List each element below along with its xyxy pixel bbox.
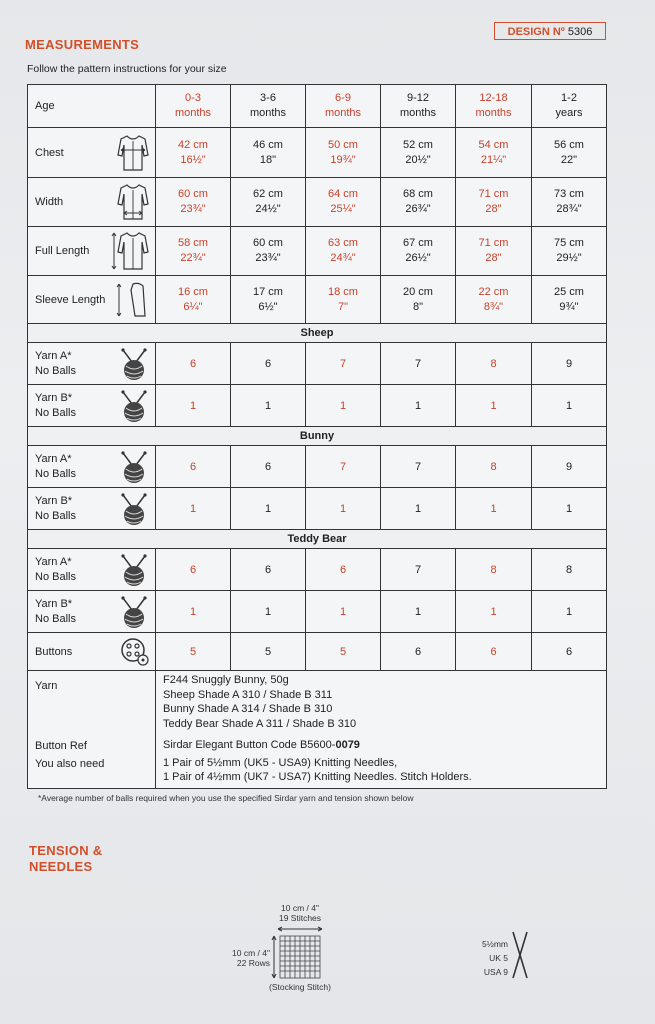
intro-text: Follow the pattern instructions for your size xyxy=(27,63,227,75)
button-count-cell: 5 xyxy=(306,633,381,671)
yarn-count-cell: 8 xyxy=(456,343,532,385)
yarn-count-cell: 1 xyxy=(231,488,306,530)
yarn-ball-icon xyxy=(117,449,151,485)
measurements-table xyxy=(27,84,607,789)
yarn-b-row xyxy=(28,488,607,530)
width-cell: 60 cm 23¾" xyxy=(156,178,231,227)
button-count-cell: 6 xyxy=(532,633,607,671)
chest-cell: 46 cm 18" xyxy=(231,128,306,178)
yarn-count-cell: 7 xyxy=(381,446,456,488)
size-header: 1-2 years xyxy=(532,85,607,128)
yarn-a-row xyxy=(28,549,607,591)
chest-cell: 54 cm 21¼" xyxy=(456,128,532,178)
yarn-a-row xyxy=(28,343,607,385)
yarn-count-cell: 9 xyxy=(532,343,607,385)
yarn-ball-icon xyxy=(117,388,151,424)
button-count-cell: 5 xyxy=(156,633,231,671)
stitch-type-caption: (Stocking Stitch) xyxy=(269,982,331,992)
yarn-ball-icon xyxy=(117,346,151,382)
yarn-a-label: Yarn A* No Balls xyxy=(28,549,156,591)
measurements-heading: MEASUREMENTS xyxy=(25,37,140,52)
yarn-count-cell: 1 xyxy=(156,591,231,633)
cardigan-width-icon xyxy=(115,182,151,222)
yarn-ball-icon xyxy=(117,594,151,630)
yarn-count-cell: 1 xyxy=(156,488,231,530)
yarn-line: Bunny Shade A 314 / Shade B 310 xyxy=(163,703,333,715)
yarn-a-label: Yarn A* No Balls xyxy=(28,343,156,385)
sleeve-length-cell: 16 cm 6¼" xyxy=(156,276,231,324)
yarn-count-cell: 1 xyxy=(306,385,381,427)
buttons-label: Buttons xyxy=(28,633,156,671)
yarn-count-cell: 7 xyxy=(381,343,456,385)
yarn-b-label: Yarn B* No Balls xyxy=(28,591,156,633)
materials-details xyxy=(156,671,607,789)
yarn-b-row xyxy=(28,591,607,633)
yarn-count-cell: 6 xyxy=(156,446,231,488)
yarn-count-cell: 1 xyxy=(456,385,532,427)
needle-size-caption: 5½mm UK 5 USA 9 xyxy=(482,939,508,977)
button-ref-value: Sirdar Elegant Button Code B5600-0079 xyxy=(163,739,360,751)
yarn-count-cell: 1 xyxy=(456,591,532,633)
knitting-needles-icon xyxy=(509,930,531,980)
width-cell: 71 cm 28" xyxy=(456,178,532,227)
sleeve-length-row xyxy=(28,276,607,324)
yarn-count-cell: 7 xyxy=(306,446,381,488)
width-cell: 64 cm 25¼" xyxy=(306,178,381,227)
yarn-a-row xyxy=(28,446,607,488)
size-header: 0-3 months xyxy=(156,85,231,128)
section-header-bunny: Bunny xyxy=(28,427,607,446)
full-length-cell: 67 cm 26½" xyxy=(381,227,456,276)
width-cell: 62 cm 24½" xyxy=(231,178,306,227)
sleeve-length-cell: 18 cm 7" xyxy=(306,276,381,324)
chest-row xyxy=(28,128,607,178)
chest-cell: 52 cm 20½" xyxy=(381,128,456,178)
footnote: *Average number of balls required when you use the specified Sirdar yarn and tension shown below xyxy=(38,793,414,803)
yarn-a-label: Yarn A* No Balls xyxy=(28,446,156,488)
yarn-line: F244 Snuggly Bunny, 50g xyxy=(163,674,289,686)
yarn-count-cell: 1 xyxy=(532,385,607,427)
width-cell: 73 cm 28¾" xyxy=(532,178,607,227)
yarn-b-row xyxy=(28,385,607,427)
yarn-line: Teddy Bear Shade A 311 / Shade B 310 xyxy=(163,717,357,730)
yarn-count-cell: 1 xyxy=(532,591,607,633)
full-length-cell: 60 cm 23¾" xyxy=(231,227,306,276)
button-icon xyxy=(119,636,151,668)
yarn-count-cell: 1 xyxy=(456,488,532,530)
design-label: DESIGN Nº xyxy=(507,26,565,38)
button-count-cell: 6 xyxy=(456,633,532,671)
yarn-ball-icon xyxy=(117,552,151,588)
yarn-count-cell: 1 xyxy=(381,488,456,530)
width-label: Width xyxy=(28,178,156,227)
size-header: 9-12 months xyxy=(381,85,456,128)
sleeve-length-cell: 20 cm 8" xyxy=(381,276,456,324)
yarn-count-cell: 1 xyxy=(231,385,306,427)
sleeve-length-cell: 22 cm 8¾" xyxy=(456,276,532,324)
chest-cell: 50 cm 19¾" xyxy=(306,128,381,178)
section-header-teddy-bear: Teddy Bear xyxy=(28,530,607,549)
yarn-b-label: Yarn B* No Balls xyxy=(28,385,156,427)
buttons-row xyxy=(28,633,607,671)
width-cell: 68 cm 26¾" xyxy=(381,178,456,227)
full-length-cell: 63 cm 24¾" xyxy=(306,227,381,276)
materials-labels xyxy=(28,671,156,789)
section-header-sheep: Sheep xyxy=(28,324,607,343)
size-header: 6-9 months xyxy=(306,85,381,128)
full-length-cell: 71 cm 28" xyxy=(456,227,532,276)
full-length-row xyxy=(28,227,607,276)
design-number-box xyxy=(494,22,606,40)
materials-block xyxy=(28,671,607,789)
yarn-label: Yarn xyxy=(35,680,58,692)
also-need-label: You also need xyxy=(35,758,105,770)
yarn-count-cell: 6 xyxy=(231,343,306,385)
yarn-count-cell: 6 xyxy=(156,549,231,591)
button-ref-label: Button Ref xyxy=(35,740,87,752)
width-row xyxy=(28,178,607,227)
yarn-count-cell: 6 xyxy=(231,446,306,488)
yarn-ball-icon xyxy=(117,491,151,527)
yarn-count-cell: 1 xyxy=(156,385,231,427)
stitches-caption: 10 cm / 4" 19 Stitches xyxy=(278,903,322,923)
sleeve-length-cell: 17 cm 6½" xyxy=(231,276,306,324)
needles-line: 1 Pair of 5½mm (UK5 - USA9) Knitting Needles, xyxy=(163,756,398,769)
button-count-cell: 6 xyxy=(381,633,456,671)
button-count-cell: 5 xyxy=(231,633,306,671)
yarn-count-cell: 1 xyxy=(306,488,381,530)
yarn-line: Sheep Shade A 310 / Shade B 311 xyxy=(163,688,333,701)
yarn-count-cell: 1 xyxy=(532,488,607,530)
sleeve-icon xyxy=(111,280,151,320)
chest-cell: 56 cm 22" xyxy=(532,128,607,178)
rows-caption: 10 cm / 4" 22 Rows xyxy=(232,948,270,968)
yarn-count-cell: 6 xyxy=(231,549,306,591)
full-length-cell: 58 cm 22¾" xyxy=(156,227,231,276)
cardigan-length-icon xyxy=(111,230,151,272)
chest-label: Chest xyxy=(28,128,156,178)
cardigan-chest-icon xyxy=(115,133,151,173)
chest-cell: 42 cm 16½" xyxy=(156,128,231,178)
size-header: 12-18 months xyxy=(456,85,532,128)
yarn-count-cell: 1 xyxy=(231,591,306,633)
yarn-count-cell: 7 xyxy=(306,343,381,385)
sleeve-length-cell: 25 cm 9¾" xyxy=(532,276,607,324)
yarn-count-cell: 8 xyxy=(456,549,532,591)
full-length-cell: 75 cm 29½" xyxy=(532,227,607,276)
full-length-label: Full Length xyxy=(28,227,156,276)
yarn-b-label: Yarn B* No Balls xyxy=(28,488,156,530)
yarn-count-cell: 7 xyxy=(381,549,456,591)
yarn-count-cell: 1 xyxy=(381,591,456,633)
design-number: 5306 xyxy=(567,26,593,38)
yarn-count-cell: 1 xyxy=(306,591,381,633)
sleeve-length-label: Sleeve Length xyxy=(28,276,156,324)
age-row xyxy=(28,85,607,128)
yarn-count-cell: 1 xyxy=(381,385,456,427)
yarn-count-cell: 8 xyxy=(456,446,532,488)
yarn-count-cell: 6 xyxy=(306,549,381,591)
tension-swatch-diagram xyxy=(270,922,332,982)
tension-needles-heading: TENSION & NEEDLES xyxy=(29,843,103,874)
size-header: 3-6 months xyxy=(231,85,306,128)
yarn-count-cell: 9 xyxy=(532,446,607,488)
yarn-count-cell: 6 xyxy=(156,343,231,385)
needles-line: 1 Pair of 4½mm (UK7 - USA7) Knitting Needles. Stitch Holders. xyxy=(163,771,472,783)
yarn-count-cell: 8 xyxy=(532,549,607,591)
age-label: Age xyxy=(28,85,156,128)
